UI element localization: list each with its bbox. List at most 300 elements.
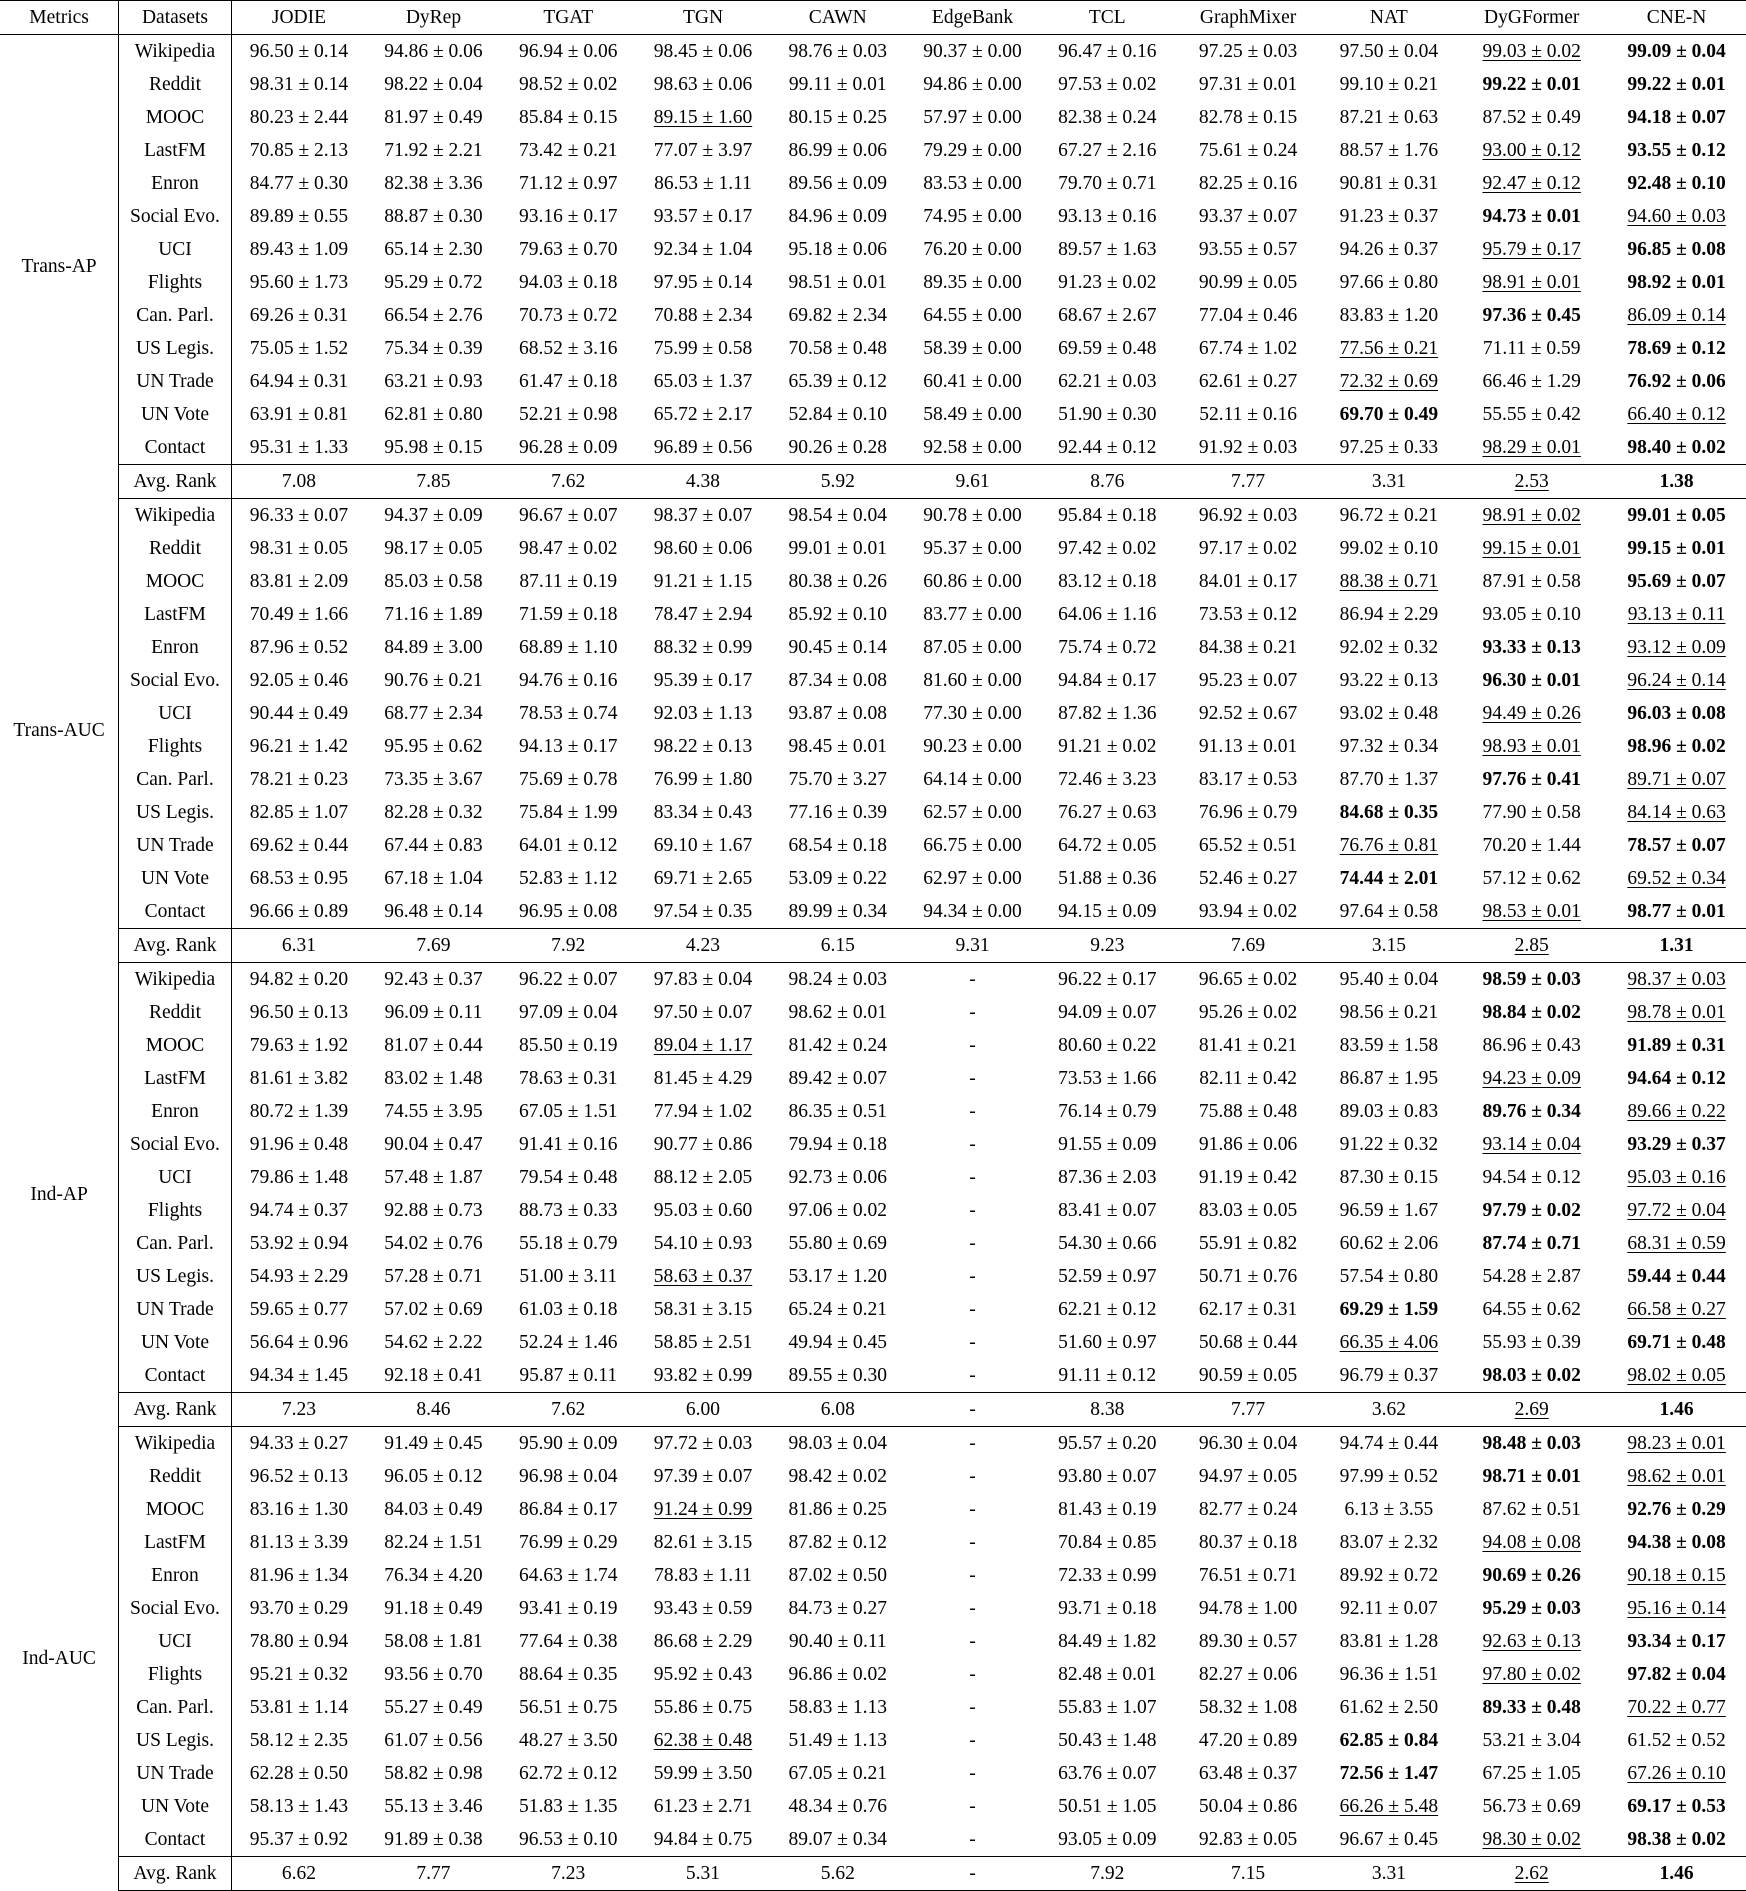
second-best-value: 67.26 ± 0.10 bbox=[1627, 1762, 1726, 1784]
cell-jodie: 98.31 ± 0.05 bbox=[249, 537, 349, 559]
dataset-label: US Legis. bbox=[119, 332, 232, 365]
cell-edgebank: 66.75 ± 0.00 bbox=[923, 834, 1022, 856]
cell-dyrep: 62.81 ± 0.80 bbox=[384, 403, 483, 425]
cell-cne-n bbox=[1607, 299, 1746, 332]
cell-tgat: 87.11 ± 0.19 bbox=[519, 570, 618, 592]
second-best-value: 94.60 ± 0.03 bbox=[1627, 205, 1726, 227]
cell-tgn: 77.07 ± 3.97 bbox=[653, 139, 753, 161]
cell-dygformer: 71.11 ± 0.59 bbox=[1482, 337, 1581, 359]
cell-cne-n bbox=[1607, 233, 1746, 266]
rank-cell-dyrep: 8.46 bbox=[366, 1393, 501, 1427]
cell-dyrep: 68.77 ± 2.34 bbox=[384, 702, 483, 724]
rank-cell-dyrep: 7.69 bbox=[366, 929, 501, 963]
cell-tgat: 94.13 ± 0.17 bbox=[519, 735, 618, 757]
cell-jodie: 87.96 ± 0.52 bbox=[249, 636, 349, 658]
cell-graphmixer: 94.97 ± 0.05 bbox=[1198, 1465, 1298, 1487]
best-value: 93.33 ± 0.13 bbox=[1482, 636, 1581, 658]
cell-cne-n bbox=[1607, 1359, 1746, 1393]
cell-tgn: 88.32 ± 0.99 bbox=[653, 636, 753, 658]
cell-cawn: 48.34 ± 0.76 bbox=[788, 1795, 887, 1817]
cell-graphmixer: 97.25 ± 0.03 bbox=[1198, 40, 1298, 62]
cell-tcl: 83.12 ± 0.18 bbox=[1058, 570, 1157, 592]
cell-tcl: 50.43 ± 1.48 bbox=[1058, 1729, 1157, 1751]
cell-cawn: 67.05 ± 0.21 bbox=[788, 1762, 887, 1784]
cell-tgn bbox=[636, 1724, 771, 1757]
cell-tcl: 68.67 ± 2.67 bbox=[1058, 304, 1157, 326]
cell-graphmixer: 76.51 ± 0.71 bbox=[1198, 1564, 1298, 1586]
cell-cne-n bbox=[1607, 365, 1746, 398]
cell-cne-n bbox=[1607, 134, 1746, 167]
cell-dyrep: 74.55 ± 3.95 bbox=[384, 1100, 483, 1122]
avg-rank-row bbox=[0, 1857, 1746, 1891]
rank-cell-edgebank: - bbox=[905, 1393, 1040, 1427]
second-best-value: 92.47 ± 0.12 bbox=[1482, 172, 1581, 194]
cell-nat: 95.40 ± 0.04 bbox=[1339, 968, 1439, 990]
rank-cell-edgebank: - bbox=[905, 1857, 1040, 1891]
cell-dygformer: 87.62 ± 0.51 bbox=[1482, 1498, 1581, 1520]
rank-cell-dygformer bbox=[1456, 929, 1607, 963]
cell-tgat: 67.05 ± 1.51 bbox=[519, 1100, 618, 1122]
cell-edgebank: 62.97 ± 0.00 bbox=[923, 867, 1022, 889]
best-value: 69.17 ± 0.53 bbox=[1627, 1795, 1726, 1817]
cell-dygformer: 66.46 ± 1.29 bbox=[1482, 370, 1581, 392]
cell-edgebank: 79.29 ± 0.00 bbox=[923, 139, 1022, 161]
cell-cne-n bbox=[1607, 1691, 1746, 1724]
cell-nat: 87.70 ± 1.37 bbox=[1339, 768, 1439, 790]
table-row bbox=[0, 1260, 1746, 1293]
second-best-value: 98.62 ± 0.01 bbox=[1627, 1465, 1726, 1487]
cell-graphmixer: 82.11 ± 0.42 bbox=[1199, 1067, 1297, 1089]
column-header-tcl: TCL bbox=[1040, 1, 1175, 35]
cell-tcl: 96.47 ± 0.16 bbox=[1058, 40, 1157, 62]
cell-nat: 86.94 ± 2.29 bbox=[1339, 603, 1439, 625]
cell-jodie: 92.05 ± 0.46 bbox=[249, 669, 349, 691]
cell-edgebank: 62.57 ± 0.00 bbox=[923, 801, 1022, 823]
column-header-metrics: Metrics bbox=[0, 1, 119, 35]
dataset-label: UN Vote bbox=[119, 398, 232, 431]
cell-nat: 96.72 ± 0.21 bbox=[1339, 504, 1439, 526]
rank-cell-jodie: 6.31 bbox=[231, 929, 366, 963]
cell-tgn: 98.63 ± 0.06 bbox=[653, 73, 753, 95]
cell-cawn: 77.16 ± 0.39 bbox=[788, 801, 887, 823]
cell-cne-n bbox=[1607, 796, 1746, 829]
cell-cne-n bbox=[1607, 1194, 1746, 1227]
cell-tcl: 72.46 ± 3.23 bbox=[1058, 768, 1157, 790]
cell-tgn: 97.39 ± 0.07 bbox=[653, 1465, 753, 1487]
best-value: 69.70 ± 0.49 bbox=[1339, 403, 1439, 425]
dataset-label: Contact bbox=[119, 1823, 232, 1857]
cell-cawn: 98.51 ± 0.01 bbox=[788, 271, 887, 293]
dataset-label: MOOC bbox=[119, 565, 232, 598]
rank-cell-nat: 3.31 bbox=[1322, 1857, 1457, 1891]
cell-tcl: 72.33 ± 0.99 bbox=[1058, 1564, 1157, 1586]
cell-tgn: 93.57 ± 0.17 bbox=[653, 205, 753, 227]
cell-jodie: 78.80 ± 0.94 bbox=[249, 1630, 349, 1652]
cell-cne-n bbox=[1607, 1062, 1746, 1095]
cell-dyrep: 92.88 ± 0.73 bbox=[384, 1199, 483, 1221]
cell-tgat: 91.41 ± 0.16 bbox=[519, 1133, 618, 1155]
cell-graphmixer: 90.99 ± 0.05 bbox=[1198, 271, 1298, 293]
table-row bbox=[0, 1493, 1746, 1526]
cell-cawn: 90.40 ± 0.11 bbox=[788, 1630, 887, 1652]
cell-tcl: 67.27 ± 2.16 bbox=[1058, 139, 1157, 161]
cell-jodie: 79.86 ± 1.48 bbox=[249, 1166, 349, 1188]
cell-dyrep: 94.86 ± 0.06 bbox=[384, 40, 483, 62]
dataset-label: Reddit bbox=[119, 68, 232, 101]
cell-nat: 97.25 ± 0.33 bbox=[1339, 436, 1439, 458]
cell-jodie: 56.64 ± 0.96 bbox=[249, 1331, 349, 1353]
dataset-label: Flights bbox=[119, 1658, 232, 1691]
cell-tgat: 96.22 ± 0.07 bbox=[519, 968, 618, 990]
rank-cell-dyrep: 7.85 bbox=[366, 465, 501, 499]
table-row bbox=[0, 1359, 1746, 1393]
cell-dyrep: 81.07 ± 0.44 bbox=[384, 1034, 483, 1056]
cell-graphmixer: 92.52 ± 0.67 bbox=[1198, 702, 1298, 724]
cell-cawn: 87.34 ± 0.08 bbox=[788, 669, 887, 691]
cell-dygformer bbox=[1456, 963, 1607, 997]
cell-nat: 93.22 ± 0.13 bbox=[1339, 669, 1439, 691]
best-value: 97.36 ± 0.45 bbox=[1482, 304, 1581, 326]
cell-tcl: 81.43 ± 0.19 bbox=[1058, 1498, 1157, 1520]
best-value: 76.92 ± 0.06 bbox=[1627, 370, 1726, 392]
cell-graphmixer: 93.55 ± 0.57 bbox=[1198, 238, 1298, 260]
cell-cne-n bbox=[1607, 200, 1746, 233]
cell-dygformer bbox=[1456, 1227, 1607, 1260]
dataset-label: LastFM bbox=[119, 598, 232, 631]
dataset-label: Can. Parl. bbox=[119, 763, 232, 796]
cell-nat: 93.02 ± 0.48 bbox=[1339, 702, 1439, 724]
dataset-label: LastFM bbox=[119, 1526, 232, 1559]
second-best-value: 72.32 ± 0.69 bbox=[1339, 370, 1439, 392]
cell-graphmixer: 67.74 ± 1.02 bbox=[1198, 337, 1298, 359]
cell-graphmixer: 83.03 ± 0.05 bbox=[1198, 1199, 1298, 1221]
cell-dyrep: 95.98 ± 0.15 bbox=[384, 436, 483, 458]
rank-cell-tcl: 8.76 bbox=[1040, 465, 1175, 499]
dataset-label: Flights bbox=[119, 266, 232, 299]
cell-cne-n bbox=[1607, 1658, 1746, 1691]
cell-nat: 97.64 ± 0.58 bbox=[1339, 900, 1439, 922]
cell-dyrep: 58.08 ± 1.81 bbox=[384, 1630, 483, 1652]
cell-tgn: 94.84 ± 0.75 bbox=[653, 1828, 753, 1850]
cell-jodie: 53.92 ± 0.94 bbox=[249, 1232, 349, 1254]
cell-graphmixer: 73.53 ± 0.12 bbox=[1198, 603, 1298, 625]
cell-tgn: 55.86 ± 0.75 bbox=[653, 1696, 753, 1718]
cell-tgn: 78.47 ± 2.94 bbox=[653, 603, 753, 625]
cell-edgebank: - bbox=[969, 1531, 976, 1553]
second-best-value: 99.15 ± 0.01 bbox=[1482, 537, 1581, 559]
cell-cawn: 98.62 ± 0.01 bbox=[788, 1001, 887, 1023]
cell-graphmixer: 83.17 ± 0.53 bbox=[1198, 768, 1298, 790]
cell-dyrep: 82.24 ± 1.51 bbox=[384, 1531, 483, 1553]
cell-tgat: 61.47 ± 0.18 bbox=[519, 370, 618, 392]
cell-cne-n bbox=[1607, 398, 1746, 431]
second-best-rank: 2.69 bbox=[1514, 1398, 1549, 1420]
second-best-value: 66.40 ± 0.12 bbox=[1627, 403, 1726, 425]
cell-nat: 83.83 ± 1.20 bbox=[1339, 304, 1439, 326]
best-value: 98.77 ± 0.01 bbox=[1627, 900, 1726, 922]
dataset-label: Contact bbox=[119, 895, 232, 929]
cell-tcl: 50.51 ± 1.05 bbox=[1058, 1795, 1157, 1817]
cell-dygformer: 86.96 ± 0.43 bbox=[1482, 1034, 1581, 1056]
cell-jodie: 84.77 ± 0.30 bbox=[249, 172, 349, 194]
cell-graphmixer: 52.11 ± 0.16 bbox=[1199, 403, 1297, 425]
cell-graphmixer: 50.68 ± 0.44 bbox=[1198, 1331, 1298, 1353]
table-row bbox=[0, 1029, 1746, 1062]
dataset-label: UCI bbox=[119, 1161, 232, 1194]
table-body bbox=[0, 35, 1746, 1891]
cell-nat bbox=[1322, 565, 1457, 598]
cell-edgebank: 89.35 ± 0.00 bbox=[923, 271, 1022, 293]
cell-cne-n bbox=[1607, 167, 1746, 200]
cell-jodie: 79.63 ± 1.92 bbox=[249, 1034, 349, 1056]
cell-cne-n bbox=[1607, 532, 1746, 565]
cell-dyrep: 55.27 ± 0.49 bbox=[384, 1696, 483, 1718]
cell-jodie: 98.31 ± 0.14 bbox=[249, 73, 349, 95]
cell-tgn: 86.53 ± 1.11 bbox=[654, 172, 752, 194]
rank-cell-dygformer bbox=[1456, 1393, 1607, 1427]
table-row bbox=[0, 167, 1746, 200]
dataset-label: Wikipedia bbox=[119, 1427, 232, 1461]
cell-tgat: 98.52 ± 0.02 bbox=[519, 73, 618, 95]
cell-edgebank: - bbox=[969, 1034, 976, 1056]
cell-cawn: 58.83 ± 1.13 bbox=[788, 1696, 887, 1718]
table-row bbox=[0, 730, 1746, 763]
cell-dyrep: 83.02 ± 1.48 bbox=[384, 1067, 483, 1089]
cell-tcl: 70.84 ± 0.85 bbox=[1058, 1531, 1157, 1553]
cell-cawn: 69.82 ± 2.34 bbox=[788, 304, 887, 326]
best-value: 99.15 ± 0.01 bbox=[1627, 537, 1726, 559]
table-row bbox=[0, 996, 1746, 1029]
cell-nat: 96.59 ± 1.67 bbox=[1339, 1199, 1439, 1221]
cell-tgn: 65.03 ± 1.37 bbox=[653, 370, 753, 392]
cell-nat: 90.81 ± 0.31 bbox=[1339, 172, 1439, 194]
cell-tcl: 76.14 ± 0.79 bbox=[1058, 1100, 1157, 1122]
cell-cawn: 86.99 ± 0.06 bbox=[788, 139, 887, 161]
dataset-label: Flights bbox=[119, 730, 232, 763]
cell-jodie: 81.13 ± 3.39 bbox=[249, 1531, 349, 1553]
best-value: 94.64 ± 0.12 bbox=[1627, 1067, 1726, 1089]
cell-nat: 89.92 ± 0.72 bbox=[1339, 1564, 1439, 1586]
best-value: 89.33 ± 0.48 bbox=[1482, 1696, 1581, 1718]
cell-graphmixer: 95.26 ± 0.02 bbox=[1198, 1001, 1298, 1023]
second-best-value: 98.23 ± 0.01 bbox=[1627, 1432, 1726, 1454]
cell-nat bbox=[1322, 1724, 1457, 1757]
cell-edgebank: - bbox=[969, 1696, 976, 1718]
cell-dygformer bbox=[1456, 1359, 1607, 1393]
cell-cne-n bbox=[1607, 1493, 1746, 1526]
dataset-label: Social Evo. bbox=[119, 664, 232, 697]
cell-dygformer bbox=[1456, 1691, 1607, 1724]
cell-tcl: 91.23 ± 0.02 bbox=[1058, 271, 1157, 293]
cell-cawn: 98.42 ± 0.02 bbox=[788, 1465, 887, 1487]
cell-nat: 96.67 ± 0.45 bbox=[1339, 1828, 1439, 1850]
cell-dyrep: 67.44 ± 0.83 bbox=[384, 834, 483, 856]
cell-edgebank: 90.78 ± 0.00 bbox=[923, 504, 1022, 526]
cell-cawn: 98.54 ± 0.04 bbox=[788, 504, 887, 526]
cell-dyrep: 94.37 ± 0.09 bbox=[384, 504, 483, 526]
cell-tgat: 71.12 ± 0.97 bbox=[519, 172, 618, 194]
dataset-label: Social Evo. bbox=[119, 1128, 232, 1161]
cell-graphmixer: 76.96 ± 0.79 bbox=[1198, 801, 1298, 823]
rank-cell-nat: 3.15 bbox=[1322, 929, 1457, 963]
cell-nat bbox=[1322, 365, 1457, 398]
second-best-rank: 2.53 bbox=[1514, 470, 1549, 492]
cell-edgebank: 83.77 ± 0.00 bbox=[923, 603, 1022, 625]
cell-cawn: 99.11 ± 0.01 bbox=[788, 73, 887, 95]
cell-dygformer bbox=[1456, 895, 1607, 929]
cell-tgn bbox=[636, 1029, 771, 1062]
cell-cne-n bbox=[1607, 598, 1746, 631]
table-row bbox=[0, 1326, 1746, 1359]
rank-cell-edgebank: 9.61 bbox=[905, 465, 1040, 499]
cell-cawn: 92.73 ± 0.06 bbox=[788, 1166, 887, 1188]
second-best-value: 98.37 ± 0.03 bbox=[1627, 968, 1726, 990]
table-row bbox=[0, 299, 1746, 332]
cell-tgn: 91.21 ± 1.15 bbox=[653, 570, 753, 592]
cell-graphmixer: 91.92 ± 0.03 bbox=[1198, 436, 1298, 458]
table-row bbox=[0, 1427, 1746, 1461]
cell-cne-n bbox=[1607, 1757, 1746, 1790]
rank-cell-graphmixer: 7.77 bbox=[1175, 465, 1322, 499]
cell-cawn: 49.94 ± 0.45 bbox=[788, 1331, 887, 1353]
cell-graphmixer: 77.04 ± 0.46 bbox=[1198, 304, 1298, 326]
cell-dygformer: 87.91 ± 0.58 bbox=[1482, 570, 1581, 592]
dataset-label: Flights bbox=[119, 1194, 232, 1227]
cell-graphmixer: 97.17 ± 0.02 bbox=[1198, 537, 1298, 559]
cell-dygformer bbox=[1456, 167, 1607, 200]
cell-dyrep: 61.07 ± 0.56 bbox=[384, 1729, 483, 1751]
second-best-value: 94.49 ± 0.26 bbox=[1482, 702, 1581, 724]
dataset-label: Can. Parl. bbox=[119, 1227, 232, 1260]
column-header-jodie: JODIE bbox=[231, 1, 366, 35]
rank-cell-cawn: 6.15 bbox=[770, 929, 905, 963]
cell-tgat: 55.18 ± 0.79 bbox=[519, 1232, 618, 1254]
cell-cne-n: 61.52 ± 0.52 bbox=[1627, 1729, 1726, 1751]
rank-cell-tcl: 9.23 bbox=[1040, 929, 1175, 963]
cell-cne-n bbox=[1607, 1161, 1746, 1194]
cell-dygformer bbox=[1456, 1559, 1607, 1592]
cell-cawn: 65.24 ± 0.21 bbox=[788, 1298, 887, 1320]
cell-tcl: 75.74 ± 0.72 bbox=[1058, 636, 1157, 658]
cell-jodie: 62.28 ± 0.50 bbox=[249, 1762, 349, 1784]
cell-dyrep: 57.02 ± 0.69 bbox=[384, 1298, 483, 1320]
rank-cell-cne-n bbox=[1607, 1857, 1746, 1891]
table-row bbox=[0, 1161, 1746, 1194]
rank-cell-tgn: 6.00 bbox=[636, 1393, 771, 1427]
cell-cawn: 81.42 ± 0.24 bbox=[788, 1034, 887, 1056]
cell-tgat: 79.54 ± 0.48 bbox=[519, 1166, 618, 1188]
rank-cell-dygformer bbox=[1456, 1857, 1607, 1891]
cell-tgn bbox=[636, 1260, 771, 1293]
cell-cne-n bbox=[1607, 35, 1746, 69]
cell-tgn: 54.10 ± 0.93 bbox=[653, 1232, 753, 1254]
table-row bbox=[0, 1790, 1746, 1823]
cell-graphmixer: 91.86 ± 0.06 bbox=[1198, 1133, 1298, 1155]
cell-dygformer: 87.52 ± 0.49 bbox=[1482, 106, 1581, 128]
cell-edgebank: 64.14 ± 0.00 bbox=[923, 768, 1022, 790]
cell-cne-n bbox=[1607, 431, 1746, 465]
cell-edgebank: - bbox=[969, 1067, 976, 1089]
cell-dyrep: 76.34 ± 4.20 bbox=[384, 1564, 483, 1586]
second-best-value: 97.80 ± 0.02 bbox=[1482, 1663, 1581, 1685]
cell-dyrep: 92.18 ± 0.41 bbox=[384, 1364, 483, 1386]
dataset-label: UN Trade bbox=[119, 1757, 232, 1790]
cell-cawn: 65.39 ± 0.12 bbox=[788, 370, 887, 392]
cell-jodie: 95.37 ± 0.92 bbox=[249, 1828, 349, 1850]
cell-nat bbox=[1322, 1326, 1457, 1359]
cell-dygformer: 57.12 ± 0.62 bbox=[1482, 867, 1581, 889]
cell-graphmixer: 75.61 ± 0.24 bbox=[1198, 139, 1298, 161]
second-best-value: 66.35 ± 4.06 bbox=[1339, 1331, 1439, 1353]
best-value: 98.59 ± 0.03 bbox=[1482, 968, 1581, 990]
cell-dyrep: 82.38 ± 3.36 bbox=[384, 172, 483, 194]
cell-tcl: 93.71 ± 0.18 bbox=[1058, 1597, 1157, 1619]
cell-dyrep: 98.17 ± 0.05 bbox=[384, 537, 483, 559]
rank-cell-dyrep: 7.77 bbox=[366, 1857, 501, 1891]
cell-edgebank: - bbox=[969, 1597, 976, 1619]
best-value: 98.96 ± 0.02 bbox=[1627, 735, 1726, 757]
dataset-label: Can. Parl. bbox=[119, 299, 232, 332]
cell-nat bbox=[1322, 1293, 1457, 1326]
cell-dygformer bbox=[1456, 431, 1607, 465]
cell-dygformer bbox=[1456, 1658, 1607, 1691]
cell-cawn: 90.45 ± 0.14 bbox=[788, 636, 887, 658]
best-rank: 1.46 bbox=[1659, 1398, 1694, 1420]
cell-tgat: 94.76 ± 0.16 bbox=[519, 669, 618, 691]
cell-tgn: 97.95 ± 0.14 bbox=[653, 271, 753, 293]
cell-nat: 57.54 ± 0.80 bbox=[1339, 1265, 1439, 1287]
column-header-cawn: CAWN bbox=[770, 1, 905, 35]
cell-dygformer: 55.55 ± 0.42 bbox=[1482, 403, 1581, 425]
cell-tcl: 93.13 ± 0.16 bbox=[1058, 205, 1157, 227]
cell-tgat: 79.63 ± 0.70 bbox=[519, 238, 618, 260]
cell-jodie: 69.62 ± 0.44 bbox=[249, 834, 349, 856]
cell-cawn: 55.80 ± 0.69 bbox=[788, 1232, 887, 1254]
table-row bbox=[0, 101, 1746, 134]
cell-nat: 97.66 ± 0.80 bbox=[1339, 271, 1439, 293]
table-row bbox=[0, 1194, 1746, 1227]
rank-cell-graphmixer: 7.69 bbox=[1175, 929, 1322, 963]
cell-cawn: 87.82 ± 0.12 bbox=[788, 1531, 887, 1553]
cell-nat: 83.59 ± 1.58 bbox=[1339, 1034, 1439, 1056]
cell-dygformer bbox=[1456, 1062, 1607, 1095]
cell-edgebank: 57.97 ± 0.00 bbox=[923, 106, 1022, 128]
second-best-value: 93.13 ± 0.11 bbox=[1627, 603, 1726, 625]
best-value: 91.89 ± 0.31 bbox=[1627, 1034, 1726, 1056]
cell-jodie: 83.81 ± 2.09 bbox=[249, 570, 349, 592]
cell-edgebank: - bbox=[969, 1364, 976, 1386]
best-rank: 1.31 bbox=[1659, 934, 1694, 956]
cell-tcl: 96.22 ± 0.17 bbox=[1058, 968, 1157, 990]
cell-tcl: 94.09 ± 0.07 bbox=[1058, 1001, 1157, 1023]
cell-jodie: 58.12 ± 2.35 bbox=[249, 1729, 349, 1751]
best-value: 62.85 ± 0.84 bbox=[1339, 1729, 1439, 1751]
cell-tcl: 64.72 ± 0.05 bbox=[1058, 834, 1157, 856]
cell-nat: 83.07 ± 2.32 bbox=[1339, 1531, 1439, 1553]
cell-cne-n bbox=[1607, 1427, 1746, 1461]
cell-dygformer bbox=[1456, 763, 1607, 796]
cell-tgat: 96.53 ± 0.10 bbox=[519, 1828, 618, 1850]
table-row bbox=[0, 763, 1746, 796]
cell-cne-n bbox=[1607, 697, 1746, 730]
cell-tgn: 78.83 ± 1.11 bbox=[654, 1564, 752, 1586]
cell-tcl: 92.44 ± 0.12 bbox=[1058, 436, 1157, 458]
best-value: 98.40 ± 0.02 bbox=[1627, 436, 1726, 458]
cell-cawn: 97.06 ± 0.02 bbox=[788, 1199, 887, 1221]
second-best-value: 97.72 ± 0.04 bbox=[1627, 1199, 1726, 1221]
rank-cell-jodie: 7.08 bbox=[231, 465, 366, 499]
cell-edgebank: 92.58 ± 0.00 bbox=[923, 436, 1022, 458]
